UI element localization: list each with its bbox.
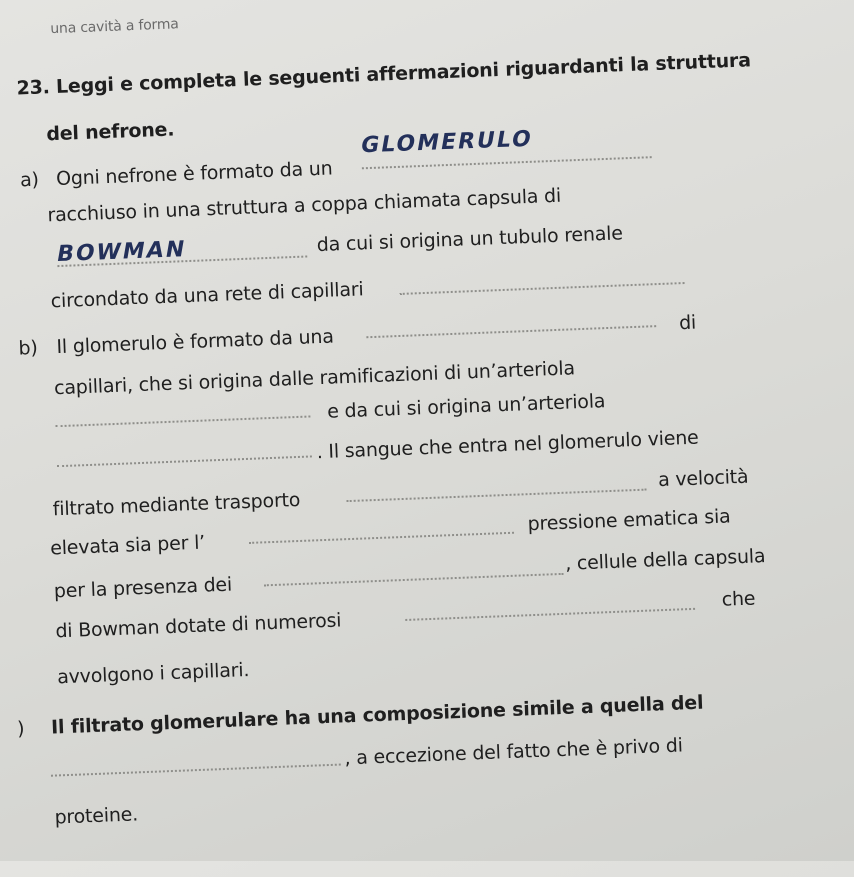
section-b-line1-end: di [678, 311, 697, 335]
section-b-line7: per la presenza dei [53, 573, 233, 603]
section-b-line8-end: che [721, 587, 756, 611]
answer-blank-b5[interactable] [249, 532, 514, 544]
exercise-title-line2: del nefrone. [45, 118, 175, 146]
section-b-line5-end: a velocità [657, 465, 749, 492]
section-b-line9: avvolgono i capillari. [56, 659, 250, 689]
section-b-line6: elevata sia per l’ [49, 531, 206, 560]
answer-blank-b6[interactable] [264, 573, 564, 587]
handwritten-answer-2: BOWMAN [54, 237, 189, 268]
section-b-line5: filtrato mediante trasporto [52, 488, 301, 521]
section-c-line3: proteine. [54, 803, 139, 829]
section-b-line3: e da cui si origina un’arteriola [326, 390, 606, 423]
handwritten-answer-1: GLOMERULO [358, 126, 535, 159]
section-b-line4: . Il sangue che entra nel glomerulo viene [316, 426, 699, 464]
answer-blank-b3[interactable] [57, 455, 312, 467]
answer-blank-b7[interactable] [405, 608, 695, 621]
section-a-line2: racchiuso in una struttura a coppa chiamata capsula di [47, 184, 562, 227]
header-fragment: una cavità a forma [50, 16, 179, 38]
section-c-line2: , a eccezione del fatto che è privo di [344, 734, 684, 770]
answer-blank-b4[interactable] [347, 489, 647, 503]
section-b-marker: b) [18, 336, 39, 360]
answer-blank-a1[interactable] [362, 156, 652, 169]
answer-blank-b1[interactable] [366, 325, 656, 338]
answer-blank-c1[interactable] [51, 764, 341, 777]
section-b-line7-end: , cellule della capsula [564, 545, 766, 575]
section-a-line4: circondato da una rete di capillari [50, 278, 364, 313]
exercise-heading [16, 49, 751, 99]
section-b-line6-end: pressione ematica sia [527, 505, 731, 536]
section-a-line3: da cui si origina un tubulo renale [316, 222, 624, 257]
section-b-line1: Il glomerulo è formato da una [56, 325, 335, 359]
answer-blank-a3[interactable] [400, 282, 685, 295]
answer-blank-b2[interactable] [56, 415, 311, 427]
section-a-marker: a) [19, 168, 40, 192]
section-b-line2: capillari, che si origina dalle ramificazioni di un’arteriola [53, 357, 576, 400]
exercise-title-line1: Leggi e completa le seguenti affermazioni riguardanti la struttura [55, 49, 752, 98]
section-c-line1: Il filtrato glomerulare ha una composizione simile a quella del [50, 691, 704, 739]
section-c-marker: ) [16, 717, 25, 740]
section-a-line1: Ogni nefrone è formato da un [55, 157, 333, 191]
section-b-line8: di Bowman dotate di numerosi [55, 609, 342, 643]
exercise-number: 23. [16, 76, 51, 100]
